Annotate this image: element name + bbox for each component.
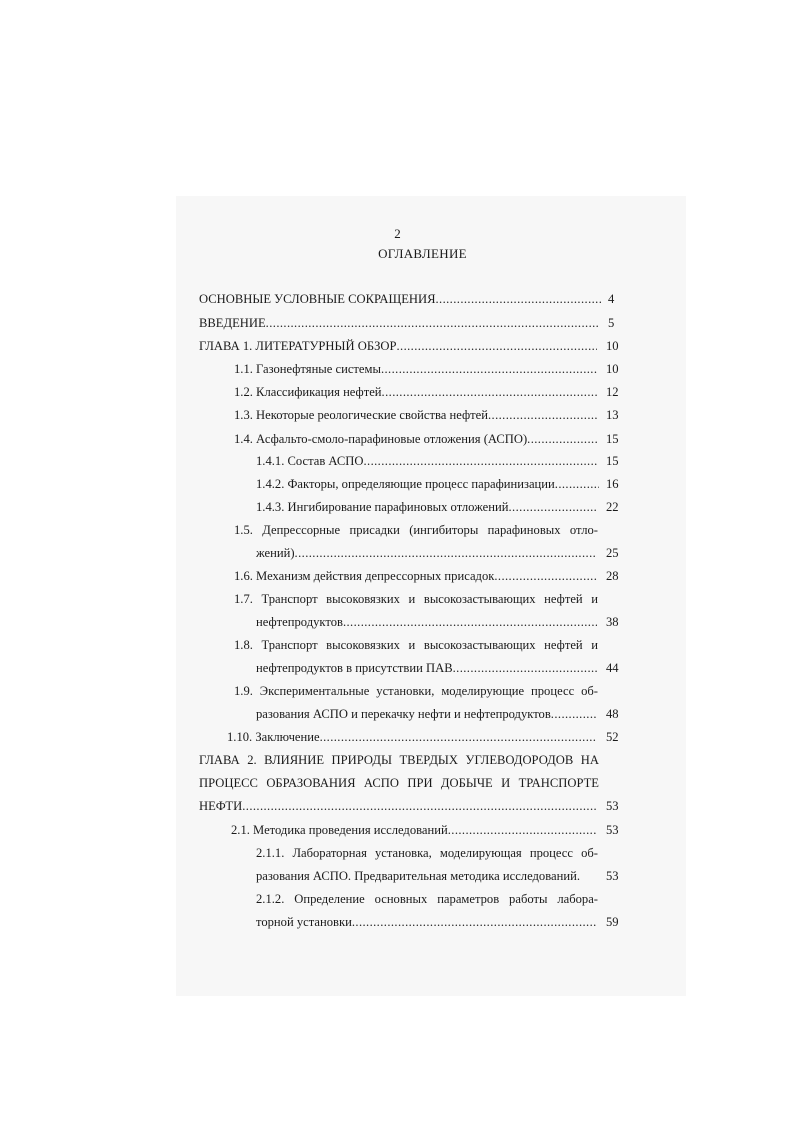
toc-page-number: 22: [606, 500, 619, 514]
toc-entry-1-4-2: [256, 476, 599, 492]
toc-entry-1-3: [234, 407, 597, 423]
toc-page-number: 10: [606, 339, 619, 353]
toc-entry-text: 2.1. Методика проведения исследований: [231, 823, 448, 837]
toc-entry-text: НЕФТИ: [199, 799, 243, 813]
toc-entry-2-1-2-line1: 2.1.2. Определение основных параметров работы лабора-: [256, 892, 598, 906]
toc-entry-text: 1.3. Некоторые реологические свойства нефтей: [234, 408, 488, 422]
toc-entry-1-6: [234, 568, 597, 584]
toc-leader-dots: [551, 706, 597, 722]
toc-page-number: 13: [606, 408, 619, 422]
toc-page-number: 28: [606, 569, 619, 583]
toc-page-number: 15: [606, 454, 619, 468]
toc-entry-1-7-line1: 1.7. Транспорт высоковязких и высокозастывающих нефтей и: [234, 592, 598, 606]
toc-entry-text: жений): [256, 546, 295, 560]
toc-entry-abbreviations: [199, 291, 601, 307]
toc-entry-text: разования АСПО и перекачку нефти и нефтепродуктов: [256, 707, 551, 721]
toc-page-number: 53: [606, 799, 619, 813]
toc-entry-text: ОСНОВНЫЕ УСЛОВНЫЕ СОКРАЩЕНИЯ: [199, 292, 436, 306]
page-number: 2: [394, 226, 401, 241]
toc-entry-text: ГЛАВА 1. ЛИТЕРАТУРНЫЙ ОБЗОР: [199, 339, 397, 353]
toc-entry-text: ВВЕДЕНИЕ: [199, 316, 266, 330]
toc-entry-1-8: [256, 660, 597, 676]
toc-page-number: 15: [606, 432, 619, 446]
toc-page-number: 48: [606, 707, 619, 721]
toc-entry-1-2: [234, 384, 597, 400]
toc-page-number: 53: [606, 823, 619, 837]
toc-leader-dots: [435, 291, 601, 307]
toc-leader-dots: [555, 476, 599, 492]
toc-page-number: 52: [606, 730, 619, 744]
toc-leader-dots: [295, 545, 597, 561]
toc-leader-dots: [266, 315, 599, 331]
toc-leader-dots: [363, 453, 597, 469]
toc-page-number: 59: [606, 915, 619, 929]
toc-entry-1-5: [256, 545, 597, 561]
toc-leader-dots: [527, 431, 597, 447]
toc-leader-dots: [242, 798, 597, 814]
toc-page-number: 53: [606, 869, 619, 883]
toc-leader-dots: [453, 660, 597, 676]
toc-entry-text: 1.1. Газонефтяные системы: [234, 362, 381, 376]
toc-entry-1-10: [227, 729, 597, 745]
toc-title: ОГЛАВЛЕНИЕ: [378, 246, 467, 261]
toc-entry-1-7: [256, 614, 597, 630]
toc-entry-text: 1.10. Заключение: [227, 730, 320, 744]
toc-entry-2-1-2: [256, 914, 597, 930]
toc-entry-text: нефтепродуктов в присутствии ПАВ: [256, 661, 453, 675]
toc-entry-text: 1.4. Асфальто-смоло-парафиновые отложения (АСПО): [234, 432, 528, 446]
toc-entry-1-4: [234, 431, 597, 447]
toc-leader-dots: [396, 338, 597, 354]
toc-entry-text: 1.6. Механизм действия депрессорных присадок: [234, 569, 495, 583]
toc-entry-text: 1.2. Классификация нефтей: [234, 385, 382, 399]
toc-page-number: 12: [606, 385, 619, 399]
toc-entry-chapter-2-line2: ПРОЦЕСС ОБРАЗОВАНИЯ АСПО ПРИ ДОБЫЧЕ И ТРАНСПОРТЕ: [199, 776, 599, 790]
toc-page-number: 16: [606, 477, 619, 491]
toc-leader-dots: [488, 407, 597, 423]
toc-entry-text: 1.4.3. Ингибирование парафиновых отложений: [256, 500, 509, 514]
toc-entry-introduction: [199, 315, 599, 331]
toc-page-number: 10: [606, 362, 619, 376]
toc-entry-1-8-line1: 1.8. Транспорт высоковязких и высокозастывающих нефтей и: [234, 638, 598, 652]
toc-entry-1-4-3: [256, 499, 597, 515]
toc-page-number: 25: [606, 546, 619, 560]
toc-entry-2-1: [231, 822, 597, 838]
toc-entry-1-9-line1: 1.9. Экспериментальные установки, моделирующие процесс об-: [234, 684, 598, 698]
toc-entry-text: 1.4.1. Состав АСПО: [256, 454, 364, 468]
toc-leader-dots: [352, 914, 597, 930]
toc-entry-text: 1.4.2. Факторы, определяющие процесс парафинизации: [256, 477, 555, 491]
toc-leader-dots: [494, 568, 597, 584]
toc-entry-chapter-2: [199, 798, 597, 814]
toc-entry-1-4-1: [256, 453, 597, 469]
toc-page-number: 38: [606, 615, 619, 629]
toc-entry-1-1: [234, 361, 597, 377]
toc-entry-2-1-1-line1: 2.1.1. Лабораторная установка, моделирующая процесс об-: [256, 846, 598, 860]
toc-leader-dots: [448, 822, 597, 838]
toc-entry-chapter-1: [199, 338, 597, 354]
toc-entry-chapter-2-line1: ГЛАВА 2. ВЛИЯНИЕ ПРИРОДЫ ТВЕРДЫХ УГЛЕВОДОРОДОВ НА: [199, 753, 599, 767]
toc-leader-dots: [381, 361, 597, 377]
toc-page-number: 4: [608, 292, 615, 306]
toc-entry-text: нефтепродуктов: [256, 615, 343, 629]
toc-leader-dots: [509, 499, 598, 515]
toc-entry-1-5-line1: 1.5. Депрессорные присадки (ингибиторы парафиновых отло-: [234, 523, 598, 537]
toc-leader-dots: [382, 384, 597, 400]
toc-entry-2-1-1-line2: разования АСПО. Предварительная методика исследований.: [256, 869, 580, 883]
toc-page-number: 5: [608, 316, 615, 330]
toc-page-number: 44: [606, 661, 619, 675]
toc-entry-text: торной установки: [256, 915, 352, 929]
toc-entry-1-9: [256, 706, 597, 722]
toc-leader-dots: [320, 729, 597, 745]
toc-leader-dots: [343, 614, 597, 630]
